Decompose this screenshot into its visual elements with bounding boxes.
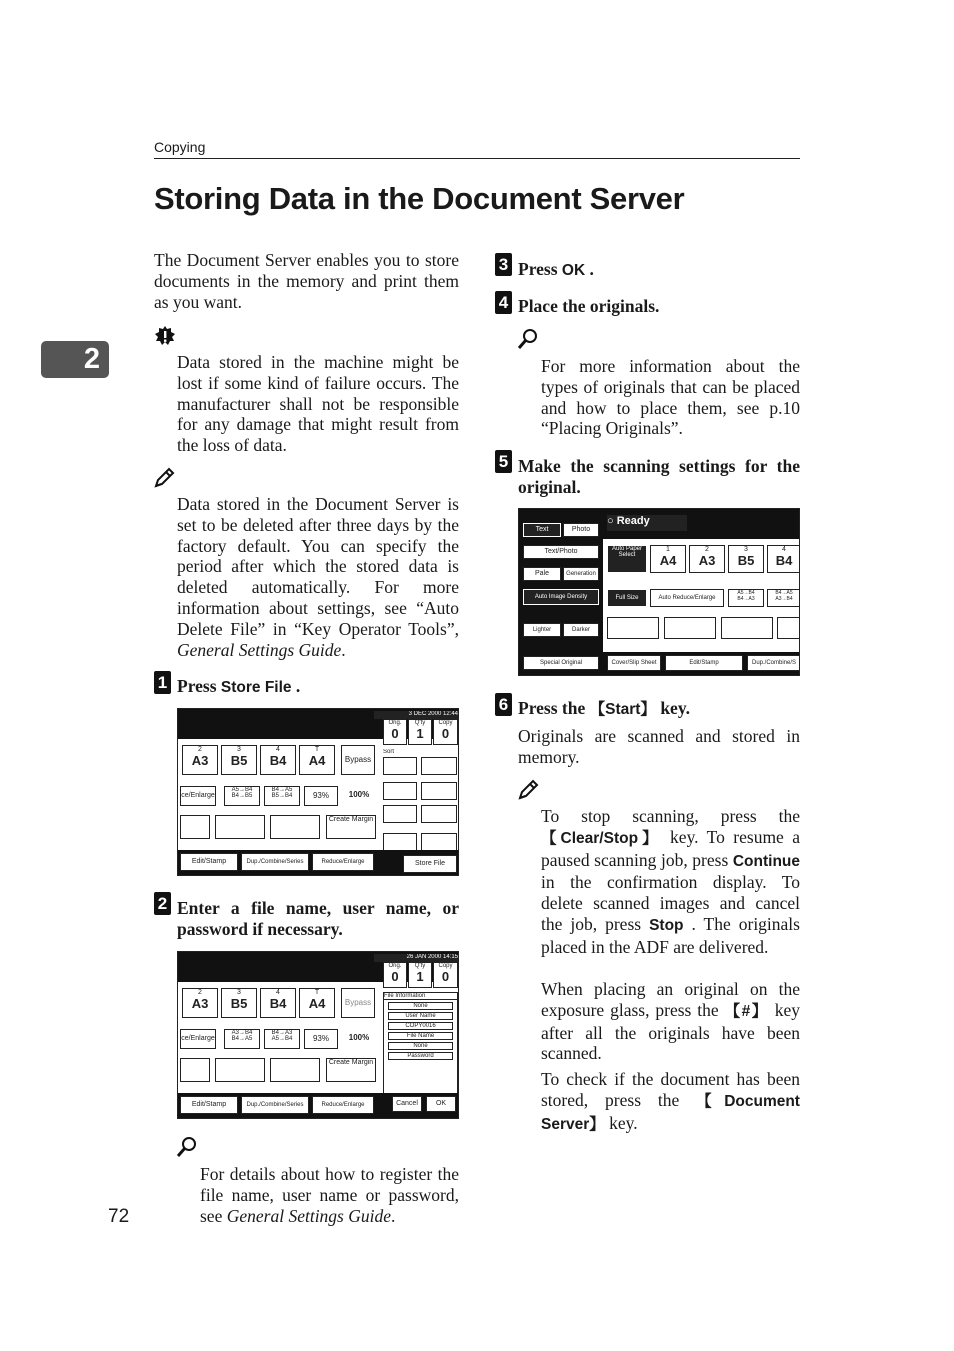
staple-button-2[interactable] (421, 782, 457, 800)
password-button[interactable]: Password (388, 1052, 453, 1060)
tab-dup-combine-series[interactable]: Dup./Combine/Series (241, 1096, 309, 1114)
header-rule (154, 158, 800, 159)
darker-button[interactable]: Darker (563, 623, 599, 637)
step-number-4: 4 (495, 291, 512, 314)
store-file-button[interactable]: Store File (403, 855, 457, 873)
status-datetime: 3 DEC 2000 12:44 (374, 711, 458, 719)
staple-button-4[interactable] (421, 805, 457, 823)
file-name-value: COPY0016 (388, 1022, 453, 1030)
page-title: Storing Data in the Document Server (154, 181, 685, 216)
ok-key: OK (561, 262, 586, 279)
edit-icon-1[interactable] (607, 617, 659, 639)
store-file-key: Store File (220, 679, 292, 696)
paper-tray-t[interactable]: T A4 (299, 988, 335, 1018)
full-size-button[interactable]: Full Size (607, 589, 647, 607)
auto-reduce-enlarge-button[interactable]: Auto Reduce/Enlarge (650, 589, 724, 607)
create-margin-button[interactable]: Create Margin (326, 815, 376, 839)
reference-text: For details about how to register the file name, user name or password, see General Settings Guide. (200, 1164, 459, 1226)
stack-button[interactable] (421, 757, 457, 775)
sort-label: Sort (383, 749, 457, 769)
ratio-button-1[interactable]: A5→B4 B4→B5 (224, 786, 260, 806)
paper-tray-4[interactable]: 4 B4 (260, 745, 296, 775)
margin-icon-1[interactable] (180, 815, 210, 839)
ratio-button-1[interactable]: A5→B4 B4→A3 (728, 589, 764, 607)
staple-button-3[interactable] (383, 805, 417, 823)
edit-icon-4[interactable] (777, 617, 800, 639)
orig-counter: Orig. 0 (383, 719, 407, 745)
paper-tray-t[interactable]: T A4 (299, 745, 335, 775)
paper-tray-2[interactable]: 2 A3 (182, 745, 218, 775)
auto-paper-select-button[interactable]: Auto Paper Select (607, 545, 647, 573)
continue-key: Continue (732, 852, 800, 870)
step-5: Make the scanning settings for the original. (518, 456, 800, 497)
bypass-button[interactable]: Bypass (341, 745, 375, 775)
pale-mode-button[interactable]: Pale (523, 567, 561, 581)
tab-dup-combine[interactable]: Dup./Combine/S (747, 655, 800, 671)
qty-counter: Q'ty 1 (408, 719, 432, 745)
lighter-button[interactable]: Lighter (523, 623, 561, 637)
note-pencil-icon (153, 467, 175, 489)
important-text: Data stored in the machine might be lost if some kind of failure occurs. The manufacturer shall not be responsible for any damage that might result from the loss of data. (177, 352, 459, 456)
page-number: 72 (108, 1206, 130, 1227)
step-number-6: 6 (495, 693, 512, 716)
tab-dup-combine-series[interactable]: Dup./Combine/Series (241, 853, 309, 871)
ratio-button-2[interactable]: B4→A5 B5→B4 (264, 786, 300, 806)
chapter-tab: 2 (41, 341, 109, 378)
ratio-button-2[interactable]: B4→A5 A3→B4 (767, 589, 800, 607)
hash-key: 【#】 (724, 1002, 769, 1020)
paper-tray-1[interactable]: 1 A4 (650, 545, 686, 573)
note-stop-scanning: To stop scanning, press the 【Clear/Stop】 key. To resume a paused scanning job, press Continue in the confirmation display. To delete scanned images and cancel the job, press Stop . The originals placed in the ADF are delivered. (541, 806, 801, 957)
step-number-1: 1 (154, 671, 171, 694)
cancel-button[interactable]: Cancel (392, 1096, 422, 1112)
stop-key: Stop (649, 916, 684, 934)
margin-icon-2[interactable] (215, 1058, 265, 1082)
tab-cover-slip-sheet[interactable]: Cover/Slip Sheet (607, 655, 661, 671)
note-check-stored: To check if the document has been stored, press the 【Document Server】 key. (541, 1069, 800, 1133)
reduce-enlarge-button[interactable]: ce/Enlarge (180, 786, 216, 806)
paper-tray-2[interactable]: 2 A3 (689, 545, 725, 573)
reduce-enlarge-button[interactable]: ce/Enlarge (180, 1029, 216, 1049)
screen-store-file (177, 708, 459, 876)
margin-icon-2[interactable] (215, 815, 265, 839)
step-number-3: 3 (495, 253, 512, 276)
ratio-button-1[interactable]: A3→B4 B4→A5 (224, 1029, 260, 1049)
file-name-button[interactable]: File Name (388, 1032, 453, 1040)
user-name-button[interactable]: User Name (388, 1012, 453, 1020)
copy-counter: Copy 0 (433, 962, 458, 988)
tab-reduce-enlarge[interactable]: Reduce/Enlarge (312, 853, 374, 871)
status-datetime: 26 JAN 2000 14:15 (374, 954, 458, 962)
auto-image-density-button[interactable]: Auto Image Density (523, 589, 599, 605)
text-mode-button[interactable]: Text (523, 523, 561, 537)
punch-button-2[interactable] (421, 833, 457, 851)
tab-reduce-enlarge[interactable]: Reduce/Enlarge (312, 1096, 374, 1114)
paper-tray-3[interactable]: 3 B5 (221, 745, 257, 775)
step-6-description: Originals are scanned and stored in memory. (518, 726, 800, 767)
reference-magnifier-icon (517, 328, 539, 350)
note-pencil-icon (517, 779, 539, 801)
password-value: None (388, 1042, 453, 1050)
copy-counter: Copy 0 (433, 719, 458, 745)
clear-stop-key: 【Clear/Stop】 (541, 829, 662, 847)
step-1: Press Store File . (177, 676, 301, 696)
paper-tray-2[interactable]: 2 A3 (182, 988, 218, 1018)
margin-icon-3[interactable] (270, 1058, 320, 1082)
reference-text-originals: For more information about the types of originals that can be placed and how to place them, see p.10 “Placing Originals”. (541, 356, 800, 439)
step-3: Press OK . (518, 259, 594, 279)
ratio-93-button[interactable]: 93% (304, 786, 338, 806)
ok-button[interactable]: OK (426, 1096, 456, 1112)
document-server-key: 【Document Server】 (541, 1092, 800, 1133)
paper-tray-3[interactable]: 3 B5 (221, 988, 257, 1018)
screen-scan-settings (518, 508, 800, 676)
create-margin-button[interactable]: Create Margin (326, 1058, 376, 1082)
photo-mode-button[interactable]: Photo (563, 523, 599, 537)
tab-edit-stamp[interactable]: Edit/Stamp (180, 853, 238, 871)
step-4: Place the originals. (518, 296, 660, 316)
file-info-panel (383, 992, 458, 1094)
step-number-2: 2 (154, 892, 171, 915)
edit-icon-2[interactable] (664, 617, 716, 639)
tab-edit-stamp[interactable]: Edit/Stamp (665, 655, 743, 671)
ready-status: ○ Ready (607, 515, 687, 531)
file-info-title: File Information (384, 993, 457, 1000)
start-key: 【Start】 (589, 701, 656, 718)
orig-counter: Orig. 0 (383, 962, 407, 988)
ratio-button-2[interactable]: B4→A3 A5→B4 (264, 1029, 300, 1049)
text-photo-mode-button[interactable]: Text/Photo (523, 545, 599, 559)
special-original-button[interactable]: Special Original (523, 656, 599, 670)
qty-counter: Q'ty 1 (408, 962, 432, 988)
edit-icon-3[interactable] (721, 617, 773, 639)
intro-text: The Document Server enables you to store documents in the memory and print them as you want. (154, 250, 459, 312)
running-header: Copying (154, 139, 206, 155)
staple-button-1[interactable] (383, 782, 417, 800)
reference-magnifier-icon (176, 1136, 198, 1158)
bypass-button[interactable]: Bypass (341, 988, 375, 1018)
margin-icon-3[interactable] (270, 815, 320, 839)
note-exposure-glass: When placing an original on the exposure glass, press the 【#】 key after all the originals have been scanned. (541, 979, 800, 1064)
user-name-value: None (388, 1002, 453, 1010)
ratio-93-button[interactable]: 93% (304, 1029, 338, 1049)
sort-button[interactable] (383, 757, 417, 775)
tab-edit-stamp[interactable]: Edit/Stamp (180, 1096, 238, 1114)
generation-mode-button[interactable]: Generation (563, 567, 599, 581)
step-2: Enter a file name, user name, or password if necessary. (177, 898, 459, 939)
step-number-5: 5 (495, 450, 512, 473)
screen-file-information (177, 951, 459, 1119)
paper-tray-4[interactable]: 4 B4 (767, 545, 800, 573)
paper-tray-4[interactable]: 4 B4 (260, 988, 296, 1018)
margin-icon-1[interactable] (180, 1058, 210, 1082)
ratio-100-display: 100% (342, 786, 376, 806)
paper-tray-3[interactable]: 3 B5 (728, 545, 764, 573)
step-6: Press the 【Start】 key. (518, 698, 690, 718)
punch-button-1[interactable] (383, 833, 417, 851)
ratio-100-display: 100% (342, 1029, 376, 1049)
note-text: Data stored in the Document Server is set to be deleted after three days by the factory default. You can specify the period after which the stored data is deleted automatically. For more information about settings, see “Auto Delete File” in “Key Operator Tools”, General Settings Guide. (177, 494, 459, 660)
important-icon (154, 325, 176, 347)
